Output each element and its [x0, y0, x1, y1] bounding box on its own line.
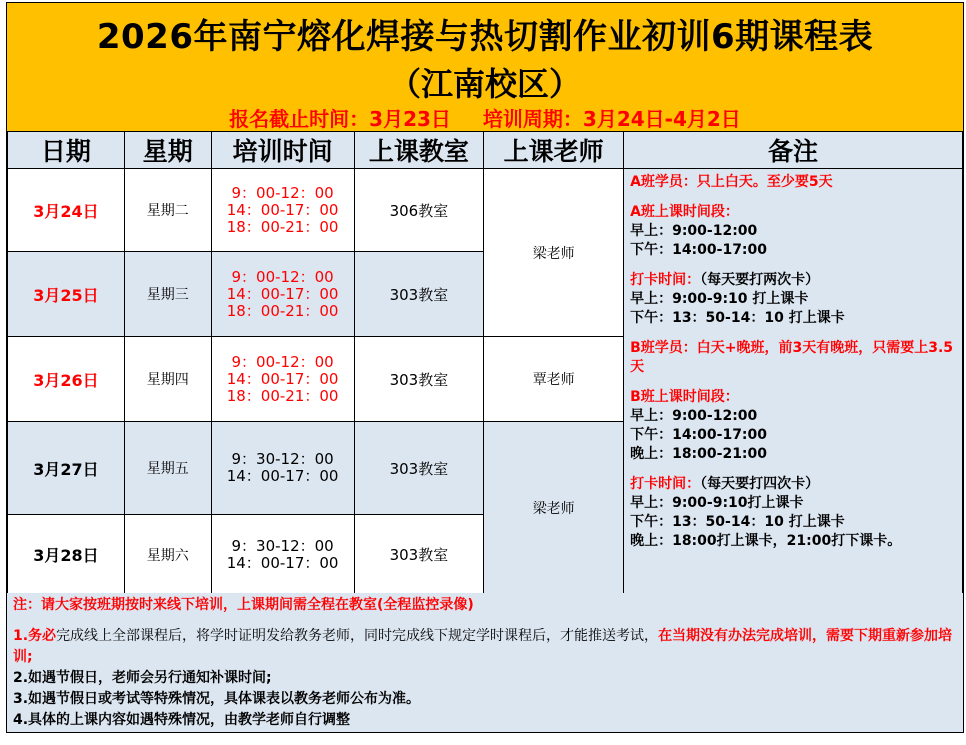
notes-a-afternoon: 下午：14:00-17:00	[630, 242, 768, 258]
time-slot: 9：00-12：00	[231, 352, 334, 371]
notes-a-period-title: A班上课时间段：	[630, 204, 739, 220]
notes-a-morning: 早上：9:00-12:00	[630, 223, 758, 239]
time-cell	[211, 337, 354, 422]
time-slot: 14：00-17：00	[226, 284, 339, 303]
registration-deadline: 报名截止时间：3月23日	[229, 107, 451, 131]
time-slot: 18：00-21：00	[226, 386, 339, 405]
room-cell: 303教室	[354, 422, 484, 515]
notes-b-students: B班学员：白天+晚班，前3天有晚班，只需要上3.5天	[630, 340, 954, 375]
time-slot: 18：00-21：00	[226, 301, 339, 320]
notes-b-clock-morning: 早上：9:00-9:10打上课卡	[630, 495, 804, 511]
table-header-row	[8, 132, 963, 169]
time-slot: 18：00-21：00	[226, 217, 339, 236]
notes-b-clock-title: 打卡时间：	[630, 476, 701, 492]
weekday-cell: 星期四	[124, 337, 211, 422]
notes-cell	[624, 169, 963, 595]
footer-item-3: 3.如遇节假日或考试等特殊情况，具体课表以教务老师公布为准。	[13, 691, 421, 707]
schedule-sheet	[6, 2, 964, 733]
notes-b-clock-note: （每天要打四次卡）	[700, 476, 820, 492]
teacher-cell: 梁老师	[484, 169, 624, 337]
date-cell: 3月24日	[8, 169, 125, 252]
date-cell: 3月27日	[8, 422, 125, 515]
notes-a-clock-morning: 早上：9:00-9:10 打上课卡	[630, 291, 809, 307]
time-slot: 14：00-17：00	[226, 369, 339, 388]
notes-a-students: A班学员：只上白天。至少要5天	[630, 174, 833, 190]
time-slot: 9：30-12：00	[231, 536, 334, 555]
header-room: 上课教室	[354, 132, 484, 169]
notes-b-clock-evening: 晚上：18:00打上课卡，21:00打下课卡。	[630, 533, 902, 549]
room-cell: 306教室	[354, 169, 484, 252]
footer-notes	[7, 593, 963, 732]
room-cell: 303教室	[354, 252, 484, 337]
date-cell: 3月25日	[8, 252, 125, 337]
notes-a-clock-afternoon: 下午：13：50-14：10 打上课卡	[630, 310, 845, 326]
header-weekday: 星期	[124, 132, 211, 169]
time-cell	[211, 169, 354, 252]
weekday-cell: 星期六	[124, 515, 211, 595]
notes-b-evening: 晚上：18:00-21:00	[630, 446, 768, 462]
notes-b-period-title: B班上课时间段：	[630, 389, 739, 405]
footer-item-1-prefix: 1.务必	[13, 628, 57, 644]
header-date: 日期	[8, 132, 125, 169]
room-cell: 303教室	[354, 515, 484, 595]
time-cell	[211, 515, 354, 595]
time-cell	[211, 252, 354, 337]
time-slot: 9：30-12：00	[231, 450, 334, 468]
campus-subtitle: （江南校区）	[388, 65, 581, 103]
time-slot: 14：00-17：00	[226, 467, 339, 485]
time-slot: 9：00-12：00	[231, 267, 334, 286]
weekday-cell: 星期三	[124, 252, 211, 337]
notes-a-clock-title: 打卡时间：	[630, 272, 701, 288]
time-cell	[211, 422, 354, 515]
page-title: 2026年南宁熔化焊接与热切割作业初训6期课程表	[96, 17, 874, 57]
notes-b-morning: 早上：9:00-12:00	[630, 408, 758, 424]
notes-b-afternoon: 下午：14:00-17:00	[630, 427, 768, 443]
footer-item-2: 2.如遇节假日，老师会另行通知补课时间;	[13, 670, 272, 686]
header-time: 培训时间	[211, 132, 354, 169]
footer-item-1	[13, 626, 963, 668]
footer-item-4: 4.具体的上课内容如遇特殊情况，由教学老师自行调整	[13, 712, 351, 728]
date-cell: 3月26日	[8, 337, 125, 422]
table-row	[8, 169, 963, 252]
training-period: 培训周期：3月24日-4月2日	[482, 107, 741, 131]
weekday-cell: 星期五	[124, 422, 211, 515]
room-cell: 303教室	[354, 337, 484, 422]
footer-item-1-body: 完成线上全部课程后，将学时证明发给教务老师，同时完成线下规定学时课程后，才能推送考试，	[56, 628, 659, 644]
date-cell: 3月28日	[8, 515, 125, 595]
time-slot: 9：00-12：00	[231, 183, 334, 202]
notes-b-clock-afternoon: 下午：13：50-14：10 打上课卡	[630, 514, 845, 530]
time-slot: 14：00-17：00	[226, 553, 339, 572]
time-slot: 14：00-17：00	[226, 200, 339, 219]
notes-a-clock-note: （每天要打两次卡）	[700, 272, 820, 288]
teacher-cell: 梁老师	[484, 422, 624, 595]
header-notes: 备注	[624, 132, 963, 169]
title-band	[7, 3, 963, 132]
footer-item-1-warning: 在当期没有办法完成培训，需要下期重新参加培训;	[13, 628, 953, 665]
weekday-cell: 星期二	[124, 169, 211, 252]
enrollment-info	[7, 103, 963, 132]
header-teacher: 上课老师	[484, 132, 624, 169]
schedule-table	[7, 131, 963, 595]
teacher-cell: 覃老师	[484, 337, 624, 422]
footer-note: 注：请大家按班期按时来线下培训，上课期间需全程在教室(全程监控录像)	[13, 597, 474, 613]
